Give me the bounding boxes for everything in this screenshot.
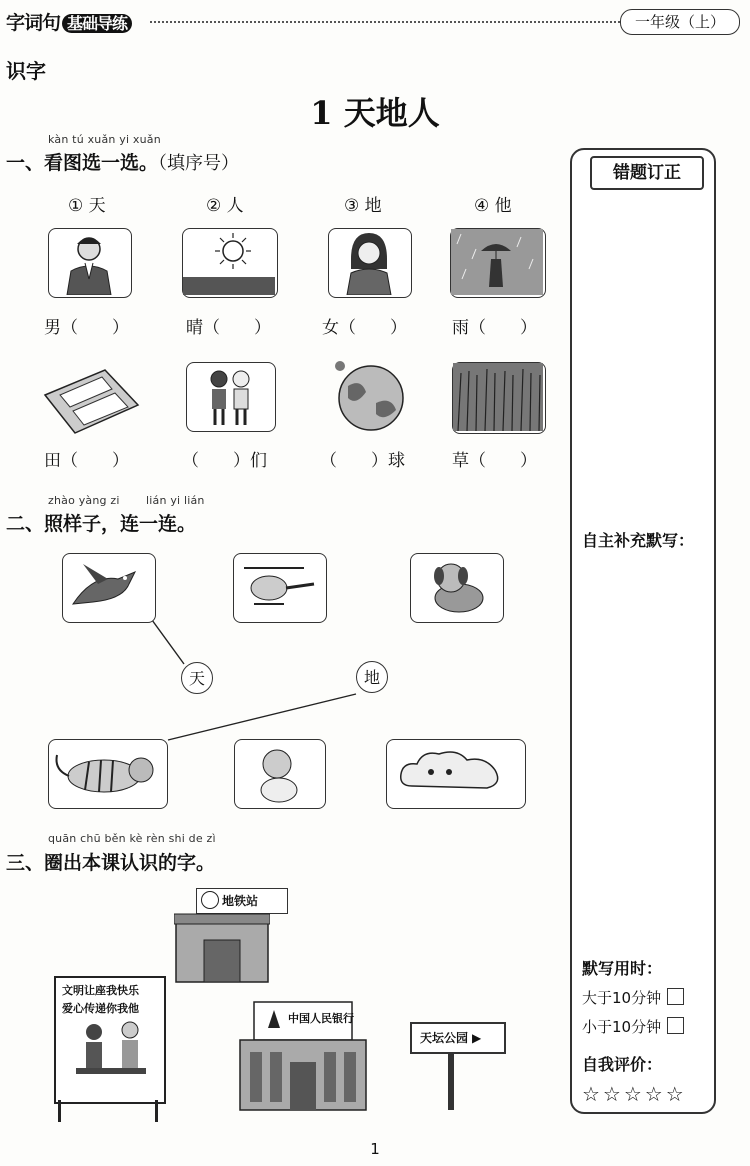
row1-blank-4[interactable]: 雨（ ） (452, 318, 537, 338)
row1-blank-1[interactable]: 男（ ） (44, 318, 129, 338)
tiger-picture (48, 739, 168, 809)
option-1: ① 天 (68, 196, 106, 216)
dog-picture (410, 553, 504, 623)
metro-building (174, 912, 270, 984)
rating-stars[interactable]: ☆☆☆☆☆ (582, 1082, 687, 1106)
section-label: 识字 (6, 59, 46, 83)
row2-blank-4[interactable]: 草（ ） (452, 451, 537, 471)
park-sign (410, 1022, 506, 1054)
q2-title: 二、照样子，连一连。 (6, 513, 197, 535)
row1-blank-3[interactable]: 女（ ） (322, 318, 407, 338)
helicopter-picture (233, 553, 327, 623)
page-number: 1 (370, 1140, 380, 1158)
checkbox-less[interactable] (667, 1017, 684, 1034)
brand-main: 字词句 (6, 12, 61, 34)
option-less-than-10[interactable] (582, 1016, 684, 1037)
lesson-title: 1 天地人 (310, 94, 440, 132)
metro-sign-text: 地铁站 (222, 894, 259, 908)
checkbox-more[interactable] (667, 988, 684, 1005)
q2-pinyin-b: lián yi lián (146, 494, 205, 507)
q2-pinyin-a: zhào yàng zi (48, 494, 120, 507)
bird-picture (62, 553, 156, 623)
metro-logo-icon (201, 891, 219, 909)
option-more-than-10[interactable] (582, 987, 684, 1008)
board-post-right (155, 1100, 158, 1122)
row2-blank-1[interactable]: 田（ ） (44, 451, 129, 471)
option-2: ② 人 (206, 196, 244, 216)
option-3: ③ 地 (344, 196, 382, 216)
board-line-1: 文明让座我快乐 (62, 984, 139, 997)
baby-picture (234, 739, 326, 809)
civility-board (54, 976, 166, 1104)
option-more-text: 大于10分钟 (582, 989, 662, 1007)
bank-sign: 中国人民银行 (288, 1012, 354, 1025)
row1-blank-2[interactable]: 晴（ ） (186, 318, 271, 338)
character-circle-tian: 天 (181, 662, 213, 694)
arrow-right-icon: ▶ (472, 1031, 482, 1045)
board-post-left (58, 1100, 61, 1122)
park-sign-post (448, 1052, 454, 1110)
time-label: 默写用时： (582, 959, 663, 978)
park-sign-text: 天坛公园 (420, 1031, 469, 1045)
q1-title-text: 一、看图选一选。 (6, 152, 159, 174)
character-circle-di: 地 (356, 661, 388, 693)
grade-badge: 一年级（上） (620, 9, 740, 35)
q1-note: （填序号） (158, 153, 240, 174)
brand-sub: 基础导练 (62, 14, 132, 33)
row2-blank-2[interactable]: （ ）们 (182, 451, 267, 471)
sidebar-title: 错题订正 (590, 156, 704, 190)
q3-title: 三、圈出本课认识的字。 (6, 852, 216, 874)
row2-blank-3[interactable]: （ ）球 (320, 451, 405, 471)
q1-pinyin: kàn tú xuǎn yi xuǎn (48, 133, 161, 146)
supplement-label: 自主补充默写： (582, 531, 695, 550)
metro-sign (196, 888, 288, 914)
board-line-2: 爱心传递你我他 (62, 1002, 139, 1015)
option-4: ④ 他 (474, 196, 512, 216)
self-eval-label: 自我评价： (582, 1055, 663, 1074)
q3-pinyin: quān chū běn kè rèn shi de zì (48, 832, 216, 845)
cloud-picture (386, 739, 526, 809)
option-less-text: 小于10分钟 (582, 1018, 662, 1036)
